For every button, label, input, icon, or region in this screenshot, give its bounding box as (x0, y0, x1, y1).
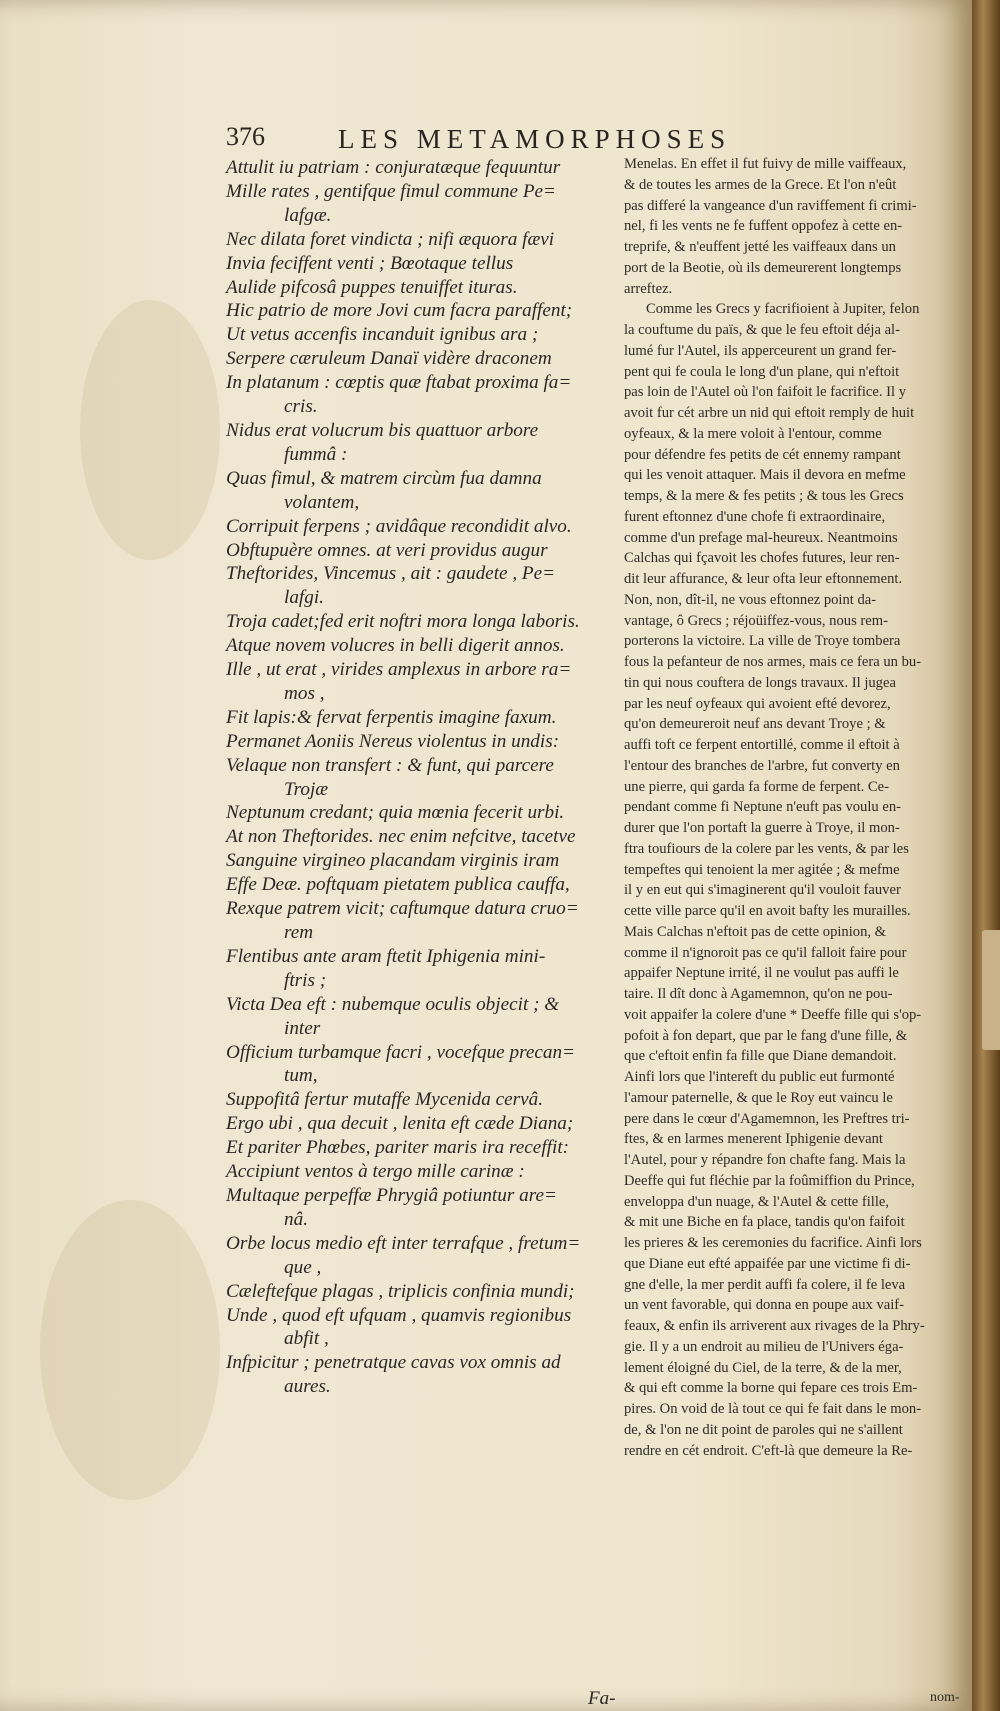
latin-verse-line: Ut vetus accenfis incanduit ignibus ara ; (226, 324, 539, 346)
french-text-line: pent qui fe coula le long d'un plane, qui n'eftoit (624, 363, 900, 380)
french-prose-column (624, 154, 960, 1461)
latin-verse-line: Fit lapis:& fervat ferpentis imagine faxum. (226, 706, 557, 728)
latin-verse-line: Flentibus ante aram ftetit Iphigenia mini- (226, 945, 546, 967)
french-text-line: pendant comme fi Neptune n'euft pas voulu en- (624, 799, 901, 816)
page-edge (972, 0, 1000, 1711)
french-text-line: pas loin de l'Autel où l'on faifoit le facrifice. Il y (624, 384, 907, 401)
french-text-line: & mit une Biche en fa place, tandis qu'on faifoit (624, 1214, 905, 1231)
french-text-line: il y en eut qui s'imaginerent qu'il vouloit fauver (624, 882, 901, 899)
latin-verse-line: Atque novem volucres in belli digerit annos. (226, 635, 565, 657)
french-text-line: la couftume du païs, & que le feu eftoit déja al- (624, 322, 900, 338)
latin-verse-line: volantem, (284, 491, 360, 513)
french-text-line: lumé fur l'Autel, ils apperceurent un grand fer- (624, 342, 897, 359)
latin-verse-line: tum, (284, 1065, 318, 1087)
paper-stain (40, 1200, 220, 1500)
latin-verse-line: Cæleftefque plagas , triplicis confinia mundi; (226, 1280, 575, 1302)
latin-verse-line: Nec dilata foret vindicta ; nifi æquora fævi (226, 228, 555, 250)
french-text-line: cette ville parce qu'il en avoit bafty les murailles. (624, 903, 911, 919)
french-text-line: oyfeaux, & la mere voloit à l'entour, comme (624, 425, 882, 442)
latin-verse-line: Obftupuère omnes. at veri providus augur (226, 539, 548, 561)
french-text-line: Comme les Grecs y facrifioient à Jupiter, felon (646, 301, 920, 318)
latin-verse-line: Troja cadet;fed erit noftri mora longa laboris. (226, 611, 580, 633)
french-text-line: appaifer Neptune irrité, il ne voulut pas auffi le (624, 965, 899, 982)
latin-verse-line: Serpere cæruleum Danaï vidère draconem (226, 348, 552, 370)
french-text-line: arreftez. (624, 280, 673, 297)
latin-verse-line: Hic patrio de more Jovi cum facra paraffent; (226, 300, 573, 322)
french-text-line: fous la pefanteur de nos armes, mais ce fera un bu- (624, 654, 922, 670)
french-text-line: dit leur affurance, & leur ofta leur eftonnement. (624, 571, 903, 587)
french-text-line: de, & l'on ne dit point de paroles qui ne s'aillent (624, 1421, 903, 1438)
french-text-line: comme d'un prefage mal-heureux. Neantmoins (624, 529, 898, 546)
latin-verse-line: Aulide pifcosâ puppes tenuiffet ituras. (226, 276, 518, 298)
latin-verse-line: ftris ; (284, 969, 327, 991)
french-text-line: que Diane eut efté appaifée par une victime fi di- (624, 1255, 911, 1272)
latin-verse-line: Orbe locus medio eft inter terrafque , fretum= (226, 1232, 581, 1254)
french-text-line: une pierre, qui garda fa forme de ferpent. Ce- (624, 778, 889, 795)
french-text-line: Menelas. En effet il fut fuivy de mille vaiffeaux, (624, 156, 907, 172)
latin-verse-line: Attulit iu patriam : conjuratæque fequuntur (226, 157, 561, 178)
page-edge-tab (982, 930, 1000, 1050)
latin-verse-line: Infpicitur ; penetratque cavas vox omnis ad (226, 1352, 561, 1374)
french-text-line: Ainfi lors que l'intereft du public eut furmonté (624, 1069, 895, 1085)
french-text-line: tempeftes qui tenoient la mer agitée ; & mefme (624, 861, 900, 878)
french-text-line: pour défendre fes petits de cét ennemy rampant (624, 446, 901, 463)
french-text-line: un vent favorable, qui donna en poupe aux vaif- (624, 1297, 905, 1314)
french-text-line: avoit fur cét arbre un nid qui eftoit remply de huit (624, 405, 915, 421)
latin-verse-line: rem (284, 922, 314, 943)
latin-verse-line: abfit , (284, 1328, 329, 1350)
french-text-line: port de la Beotie, où ils demeurerent longtemps (624, 259, 902, 276)
french-text-line: Deeffe qui fut fléchie par la foûmiffion du Prince, (624, 1172, 915, 1189)
french-text-line: Mais Calchas n'eftoit pas de cette opinion, & (624, 923, 887, 940)
french-text-line: nel, fi les vents ne fe fuffent oppofez à cette en- (624, 218, 903, 235)
latin-verse-line: lafgæ. (284, 204, 332, 226)
latin-verse-line: Accipiunt ventos à tergo mille carinæ : (226, 1161, 525, 1183)
french-text-line: furent eftonnez d'une chofe fi extraordinaire, (624, 508, 886, 525)
latin-verse-line: Corripuit ferpens ; avidâque recondidit alvo. (226, 515, 572, 537)
latin-verse-line: Effe Deæ. poftquam pietatem publica cauffa, (226, 874, 570, 896)
catchword-french: nom- (930, 1690, 960, 1705)
catchword-latin: Fa- (588, 1688, 616, 1709)
french-text-line: rendre en cét endroit. C'eft-là que demeure la Re- (624, 1442, 913, 1459)
french-text-line: que c'eftoit enfin fa fille que Diane demandoit. (624, 1048, 897, 1065)
latin-verse-line: At non Theftorides. nec enim nefcitve, tacetve (226, 826, 576, 848)
french-text-line: taire. Il dît donc à Agamemnon, qu'on ne pou- (624, 986, 893, 1002)
latin-verse-line: Victa Dea eft : nubemque oculis objecit ; & (226, 993, 560, 1015)
latin-verse-line: Suppofitâ fertur mutaffe Mycenida cervâ. (226, 1089, 544, 1111)
french-text-line: pere dans le cœur d'Agamemnon, les Preftres tri- (624, 1110, 910, 1127)
french-text-line: voit appaifer la colere d'une * Deeffe fille qui s'op- (624, 1006, 922, 1023)
latin-verse-line: Velaque non transfert : & funt, qui parcere (226, 754, 554, 776)
latin-verse-line: Trojæ (284, 778, 329, 800)
french-text-line: pofoit à fon depart, que par le fang d'une fille, & (624, 1027, 908, 1044)
latin-verse-column (226, 156, 606, 1399)
french-text-line: l'amour paternelle, & que le Roy eut vaincu le (624, 1089, 893, 1106)
latin-verse-line: Nidus erat volucrum bis quattuor arbore (226, 419, 539, 441)
latin-verse-line: Sanguine virgineo placandam virginis iram (226, 850, 560, 872)
latin-verse-line: Permanet Aoniis Nereus violentus in undis: (226, 730, 560, 752)
latin-verse-line: que , (284, 1256, 322, 1278)
latin-verse-line: lafgi. (284, 587, 324, 609)
latin-verse-line: Mille rates , gentifque fimul commune Pe= (226, 180, 557, 202)
french-text-line: & de toutes les armes de la Grece. Et l'on n'eût (624, 176, 897, 193)
latin-verse-line: Quas fimul, & matrem circùm fua damna (226, 467, 542, 489)
french-text-line: pas differé la vangeance d'un raviffement fi crimi- (624, 197, 917, 214)
running-title: LES METAMORPHOSES (338, 124, 732, 154)
latin-verse-line: Ille , ut erat , virides amplexus in arbore ra= (226, 659, 572, 681)
french-text-line: gie. Il y a un endroit au milieu de l'Univers éga- (624, 1338, 904, 1355)
french-text-line: treprife, & n'euffent jetté les vaiffeaux dans un (624, 239, 896, 255)
french-text-line: lement éloigné du Ciel, de la terre, & de la mer, (624, 1359, 902, 1376)
french-text-line: auffi toft ce ferpent entortillé, comme il eftoit à (624, 737, 900, 753)
french-text-line: & qui eft comme la borne qui fepare ces trois Em- (624, 1380, 918, 1397)
latin-verse-line: aures. (284, 1376, 331, 1398)
french-text-line: comme il n'ignoroit pas ce qu'il falloit faire pour (624, 944, 907, 961)
french-text-line: qu'on demeureroit neuf ans devant Troye ; & (624, 716, 886, 733)
latin-verse-line: Theftorides, Vincemus , ait : gaudete , Pe= (226, 563, 556, 585)
latin-verse-line: In platanum : cœptis quæ ftabat proxima fa= (226, 372, 572, 394)
french-text-line: les prieres & les ceremonies du facrifice. Ainfi lors (624, 1235, 922, 1251)
latin-verse-line: Multaque perpeffæ Phrygiâ potiuntur are= (226, 1184, 557, 1206)
french-text-line: durer que l'on portaft la guerre à Troye, il mon- (624, 820, 900, 836)
french-text-line: Non, non, dît-il, ne vous eftonnez point da- (624, 591, 877, 608)
latin-verse-line: cris. (284, 396, 318, 418)
french-text-line: pires. On void de là tout ce qui fe fait dans le mon- (624, 1401, 922, 1417)
latin-verse-line: Rexque patrem vicit; caftumque datura cruo= (226, 898, 579, 920)
french-text-line: feaux, & enfin ils arriverent aux rivages de la Phry- (624, 1318, 925, 1334)
latin-verse-line: Ergo ubi , qua decuit , lenita eft cæde Diana; (226, 1113, 574, 1135)
french-text-line: gne d'elle, la mer perdit auffi fa colere, il fe leva (624, 1276, 906, 1293)
latin-verse-line: Et pariter Phœbes, pariter maris ira receffit: (226, 1137, 570, 1159)
french-text-line: l'Autel, pour y répandre fon chafte fang. Mais la (624, 1152, 906, 1168)
latin-verse-line: Invia feciffent venti ; Bœotaque tellus (226, 252, 514, 274)
french-text-line: l'entour des branches de l'arbre, fut converty en (624, 757, 900, 774)
latin-verse-line: nâ. (284, 1208, 308, 1230)
latin-verse-line: mos , (284, 682, 325, 704)
latin-verse-line: Officium turbamque facri , vocefque precan= (226, 1041, 576, 1063)
french-text-line: par les neuf oyfeaux qui avoient efté devorez, (624, 695, 891, 712)
french-text-line: porterons la victoire. La ville de Troye tombera (624, 633, 901, 650)
french-text-line: vantage, ô Grecs ; réjoüiffez-vous, nous rem- (624, 612, 888, 629)
latin-verse-line: inter (284, 1017, 321, 1039)
latin-verse-line: Unde , quod eft ufquam , quamvis regionibus (226, 1304, 572, 1326)
french-text-line: ftra toufiours de la colere par les vents, & par les (624, 840, 909, 857)
french-text-line: Calchas qui fçavoit les chofes futures, leur ren- (624, 550, 900, 567)
french-text-line: temps, & la mere & fes petits ; & tous les Grecs (624, 488, 904, 504)
french-text-line: tin qui nous couftera de longs travaux. Il jugea (624, 674, 896, 691)
french-text-line: ftes, & en larmes menerent Iphigenie devant (624, 1131, 883, 1148)
latin-verse-line: fummâ : (284, 443, 348, 465)
page-number: 376 (226, 122, 265, 151)
paper-stain (80, 300, 220, 560)
french-text-line: enveloppa d'un nuage, & l'Autel & cette fille, (624, 1193, 890, 1210)
french-text-line: qui les venoit attaquer. Mais il devora en mefme (624, 467, 906, 484)
latin-verse-line: Neptunum credant; quia mœnia fecerit urbi. (226, 802, 565, 824)
